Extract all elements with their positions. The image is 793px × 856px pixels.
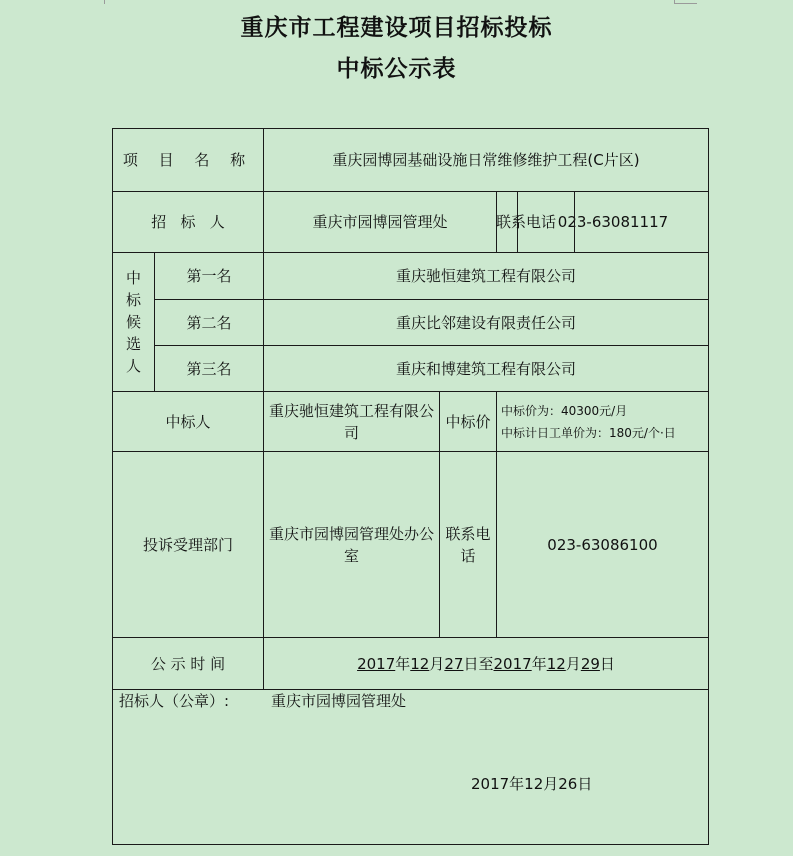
winner-price-label: 中标价 — [440, 392, 497, 452]
tenderer-phone: 023-63081117 — [518, 192, 709, 253]
candidate-rank: 第一名 — [155, 253, 264, 300]
project-row — [113, 129, 709, 192]
tenderer-label: 招 标 人 — [113, 192, 264, 253]
candidate-rank: 第二名 — [155, 300, 264, 346]
tenderer-row — [113, 192, 709, 253]
winner-name: 重庆驰恒建筑工程有限公司 — [264, 392, 440, 452]
end-year: 2017 — [493, 654, 532, 673]
candidate-rank: 第三名 — [155, 346, 264, 392]
award-notice-table — [112, 128, 709, 845]
complaint-label: 投诉受理部门 — [113, 452, 264, 638]
start-day: 27 — [444, 654, 464, 673]
document-subtitle: 中标公示表 — [336, 56, 457, 82]
publicity-label: 公 示 时 间 — [113, 638, 264, 690]
candidate-row — [113, 253, 709, 300]
start-year: 2017 — [357, 654, 396, 673]
winner-price — [497, 392, 709, 452]
candidates-label-char: 选 — [125, 335, 141, 353]
seal-row — [113, 690, 709, 845]
candidates-label-char: 中 — [125, 269, 141, 287]
crop-mark-left — [96, 0, 105, 4]
document-title: 重庆市工程建设项目招标投标 — [240, 15, 553, 41]
seal-section — [113, 690, 709, 845]
complaint-phone-label: 联系电话 — [440, 452, 497, 638]
winner-monthly-price: 中标价为：40300元/月 — [501, 403, 628, 418]
winner-label: 中标人 — [113, 392, 264, 452]
candidate-name: 重庆比邻建设有限责任公司 — [264, 300, 709, 346]
seal-date: 2017年12月26日 — [471, 775, 593, 793]
winner-daily-rate: 中标计日工单价为：180元/个·日 — [501, 425, 676, 440]
crop-mark-right — [674, 0, 697, 4]
candidate-name: 重庆和博建筑工程有限公司 — [264, 346, 709, 392]
candidate-name: 重庆驰恒建筑工程有限公司 — [264, 253, 709, 300]
candidates-label-char: 人 — [125, 357, 141, 375]
publicity-period: 2017年12月27日至2017年12月29日 — [264, 638, 709, 690]
start-month: 12 — [410, 654, 430, 673]
candidates-group-label — [113, 253, 155, 392]
complaint-phone: 023-63086100 — [497, 452, 709, 638]
seal-tenderer: 重庆市园博园管理处 — [271, 692, 407, 710]
project-name: 重庆园博园基础设施日常维修维护工程(C片区) — [264, 129, 709, 192]
candidates-label-char: 候 — [125, 313, 141, 331]
candidate-row — [113, 346, 709, 392]
complaint-row — [113, 452, 709, 638]
project-label: 项 目 名 称 — [113, 129, 264, 192]
candidate-row — [113, 300, 709, 346]
winner-row — [113, 392, 709, 452]
candidates-label-char: 标 — [125, 291, 141, 309]
publicity-row — [113, 638, 709, 690]
tenderer-phone-label-text: 联系电话 — [478, 191, 575, 252]
complaint-dept: 重庆市园博园管理处办公室 — [264, 452, 440, 638]
end-day: 29 — [580, 654, 600, 673]
seal-label: 招标人（公章）: — [119, 692, 230, 710]
end-month: 12 — [546, 654, 566, 673]
tenderer-name: 重庆市园博园管理处 — [264, 192, 497, 253]
